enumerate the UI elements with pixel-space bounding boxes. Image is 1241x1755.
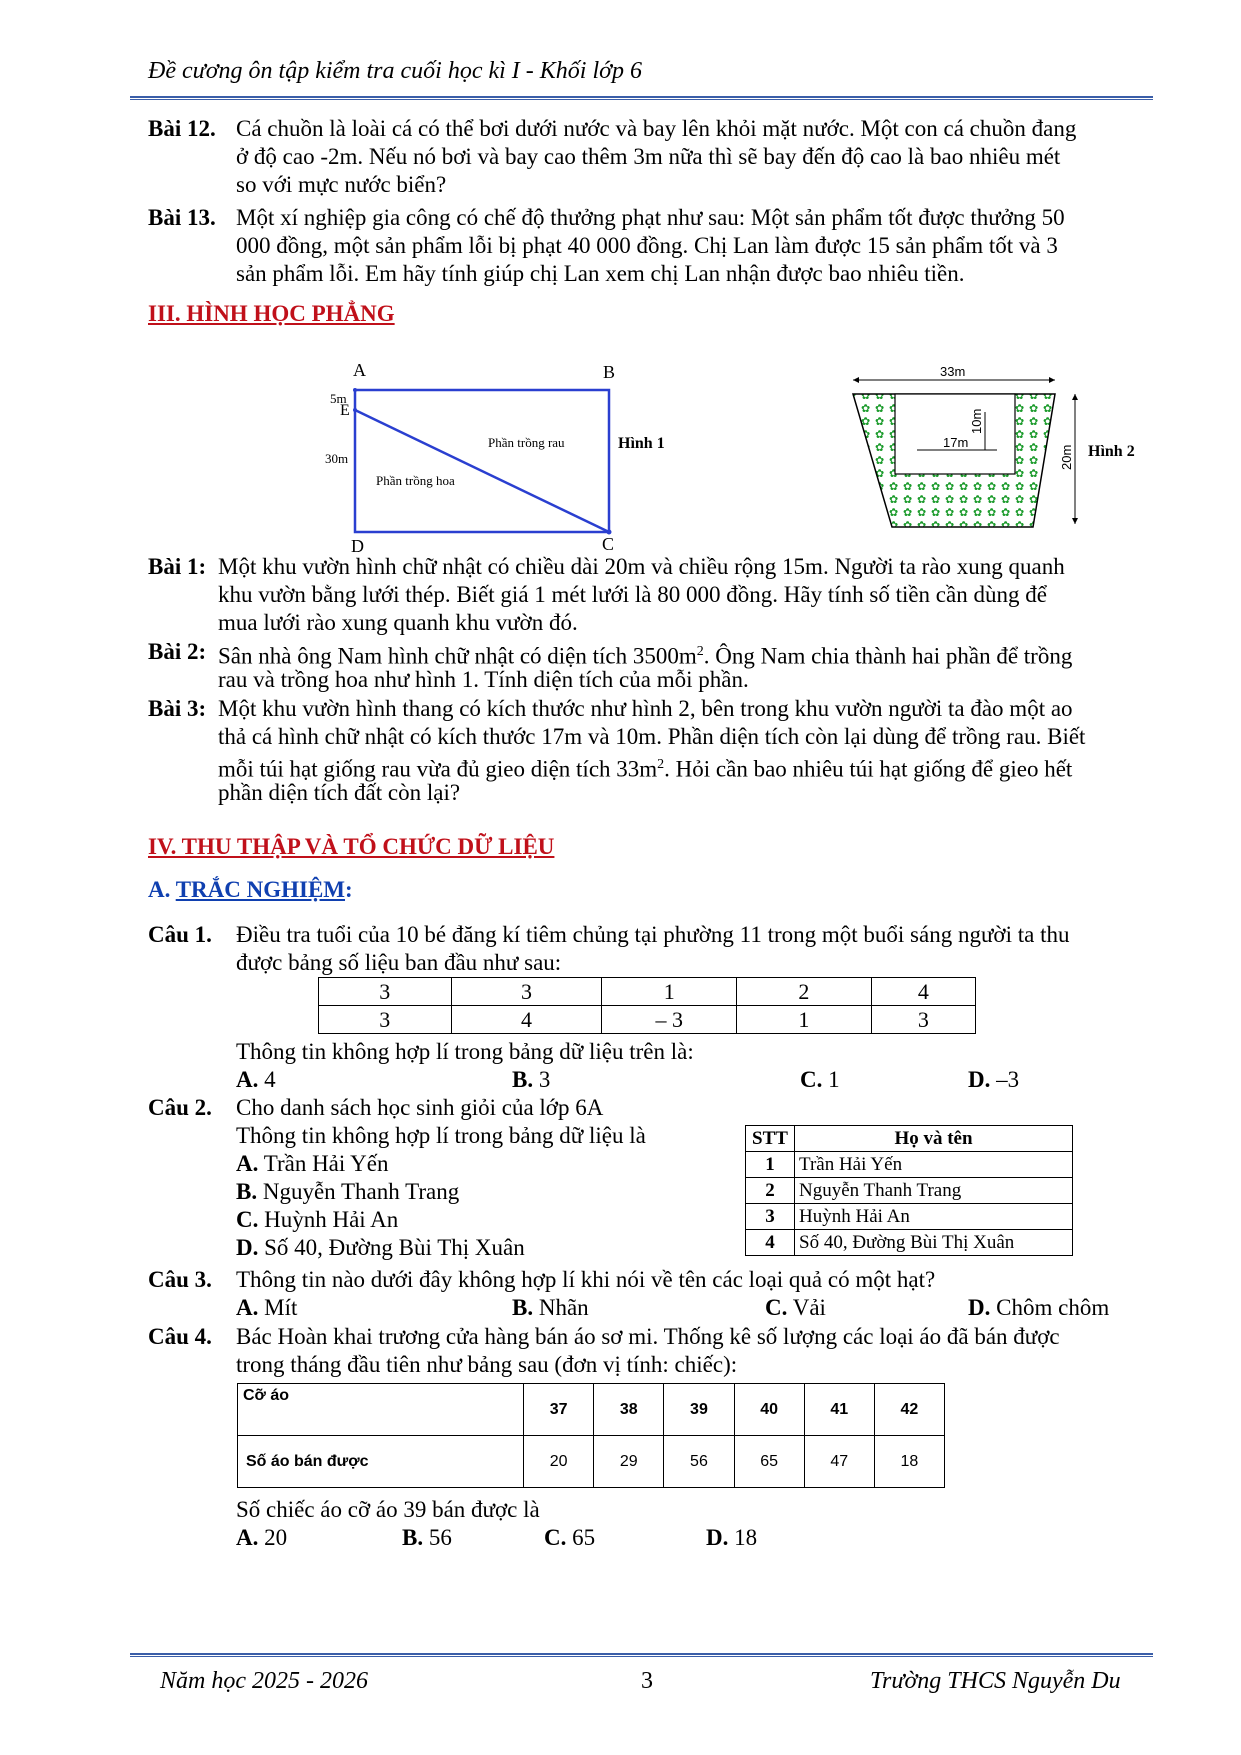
footer-year: Năm học 2025 - 2026 bbox=[160, 1668, 368, 1694]
fig1-label-C: C bbox=[602, 534, 615, 554]
fig1-caption: Hình 1 bbox=[618, 435, 665, 452]
bai3-line1: Một khu vườn hình thang có kích thước như hình 2, bên trong khu vườn người ta đào một ao bbox=[218, 696, 1073, 721]
fig1-label-D: D bbox=[351, 536, 364, 556]
header-rule bbox=[130, 96, 1153, 98]
cau4-table bbox=[237, 1383, 945, 1488]
cau4-count-cell: 56 bbox=[664, 1436, 734, 1488]
figure-1 bbox=[320, 358, 720, 558]
cau2-option-a: A. Trần Hải Yến bbox=[236, 1151, 389, 1176]
cau4-line2: trong tháng đầu tiên như bảng sau (đơn vị tính: chiếc): bbox=[236, 1352, 738, 1377]
fig1-veg-label: Phần trồng rau bbox=[488, 435, 565, 450]
cau2-option-b: B. Nguyễn Thanh Trang bbox=[236, 1179, 460, 1204]
cau1-option-d: D. –3 bbox=[968, 1067, 1020, 1092]
cau4-option-c: C. 65 bbox=[544, 1525, 596, 1550]
cau2-row-num: 2 bbox=[746, 1178, 795, 1204]
cau4-count-cell: 29 bbox=[594, 1436, 664, 1488]
cau4-question: Số chiếc áo cỡ áo 39 bán được là bbox=[236, 1497, 540, 1522]
cau1-cell: 3 bbox=[451, 978, 602, 1006]
cau1-cell: 2 bbox=[737, 978, 872, 1006]
cau3-option-b: B. Nhãn bbox=[512, 1295, 589, 1320]
page-number: 3 bbox=[641, 1668, 653, 1694]
bai13-line2: 000 đồng, một sản phẩm lỗi bị phạt 40 000 đồng. Chị Lan làm được 15 sản phẩm tốt và 3 bbox=[236, 233, 1058, 258]
cau1-cell: 4 bbox=[871, 978, 975, 1006]
cau3-line1: Thông tin nào dưới đây không hợp lí khi nói về tên các loại quả có một hạt? bbox=[236, 1267, 936, 1292]
cau4-size-cell: 39 bbox=[664, 1384, 734, 1436]
bai1-line2: khu vườn bằng lưới thép. Biết giá 1 mét lưới là 80 000 đồng. Hãy tính số tiền cần dùng để bbox=[218, 582, 1047, 607]
cau2-row-name: Số 40, Đường Bùi Thị Xuân bbox=[795, 1230, 1073, 1256]
fig2-height-label: 20m bbox=[1059, 444, 1074, 470]
cau4-row2-label: Số áo bán được bbox=[238, 1436, 524, 1488]
bai2-line2: rau và trồng hoa như hình 1. Tính diện tích của mỗi phần. bbox=[218, 667, 749, 692]
bai1-line1: Một khu vườn hình chữ nhật có chiều dài 20m và chiều rộng 15m. Người ta rào xung quanh bbox=[218, 554, 1065, 579]
cau4-size-cell: 42 bbox=[874, 1384, 944, 1436]
cau1-line1: Điều tra tuổi của 10 bé đăng kí tiêm chủng tại phường 11 trong một buổi sáng người ta thu bbox=[236, 922, 1070, 947]
fig1-rectangle bbox=[355, 390, 609, 532]
bai3-label: Bài 3: bbox=[148, 696, 207, 721]
bai13-line3: sản phẩm lỗi. Em hãy tính giúp chị Lan xem chị Lan nhận được bao nhiêu tiền. bbox=[236, 261, 965, 286]
cau4-count-cell: 20 bbox=[524, 1436, 594, 1488]
bai3-line2: thả cá hình chữ nhật có kích thước 17m và 10m. Phần diện tích còn lại dùng để trồng rau. Biết bbox=[218, 724, 1086, 749]
cau4-line1: Bác Hoàn khai trương cửa hàng bán áo sơ mi. Thống kê số lượng các loại áo đã bán được bbox=[236, 1324, 1060, 1349]
cau2-option-d: D. Số 40, Đường Bùi Thị Xuân bbox=[236, 1235, 525, 1260]
cau1-cell: 3 bbox=[319, 978, 452, 1006]
cau2-row-num: 1 bbox=[746, 1152, 795, 1178]
cau4-label: Câu 4. bbox=[148, 1324, 212, 1349]
fig1-label-E: E bbox=[340, 402, 350, 419]
bai2-line1: Sân nhà ông Nam hình chữ nhật có diện tích $3500m^2$. Ông Nam chia thành hai phần để trồng bbox=[218, 643, 1073, 669]
bai12-label: Bài 12. bbox=[148, 116, 216, 141]
cau4-count-cell: 47 bbox=[804, 1436, 874, 1488]
cau2-line2: Thông tin không hợp lí trong bảng dữ liệu là bbox=[236, 1123, 646, 1148]
fig2-pond bbox=[895, 394, 1015, 474]
fig2-pond-height-label: 10m bbox=[969, 408, 984, 434]
figure-2 bbox=[845, 362, 1145, 542]
section4-title: IV. THU THẬP VÀ TỔ CHỨC DỮ LIỆU bbox=[148, 834, 555, 859]
fig2-top-label: 33m bbox=[940, 364, 966, 379]
cau2-row-name: Trần Hải Yến bbox=[795, 1152, 1073, 1178]
cau4-count-cell: 65 bbox=[734, 1436, 804, 1488]
bai3-line3: mỗi túi hạt giống rau vừa đủ gieo diện tích $33m^2$. Hỏi cần bao nhiêu túi hạt giống để gieo hết bbox=[218, 756, 1073, 782]
cau1-cell: 1 bbox=[602, 978, 737, 1006]
cau4-size-cell: 41 bbox=[804, 1384, 874, 1436]
fig1-label-5m: 5m bbox=[330, 391, 347, 406]
cau2-row-name: Nguyễn Thanh Trang bbox=[795, 1178, 1073, 1204]
cau4-row1-label: Cỡ áo bbox=[238, 1384, 524, 1436]
bai12-line2: ở độ cao -2m. Nếu nó bơi và bay cao thêm 3m nữa thì sẽ bay đến độ cao là bao nhiêu mét bbox=[236, 144, 1061, 169]
fig1-diagonal bbox=[355, 410, 609, 532]
cau3-option-c: C. Vải bbox=[765, 1295, 826, 1320]
cau1-option-b: B. 3 bbox=[512, 1067, 551, 1092]
section-a-title: A. TRẮC NGHIỆM: bbox=[148, 877, 353, 902]
fig1-label-A: A bbox=[353, 360, 366, 380]
fig1-flower-label: Phần trồng hoa bbox=[376, 473, 455, 488]
cau2-label: Câu 2. bbox=[148, 1095, 212, 1120]
bai13-label: Bài 13. bbox=[148, 205, 216, 230]
fig2-pond-width-label: 17m bbox=[943, 435, 969, 450]
cau4-count-cell: 18 bbox=[874, 1436, 944, 1488]
cau4-size-cell: 38 bbox=[594, 1384, 664, 1436]
cau4-option-b: B. 56 bbox=[402, 1525, 452, 1550]
cau1-option-c: C. 1 bbox=[800, 1067, 840, 1092]
cau1-line2: được bảng số liệu ban đầu như sau: bbox=[236, 950, 562, 975]
bai3-line4: phần diện tích đất còn lại? bbox=[218, 780, 461, 805]
cau1-cell: – 3 bbox=[602, 1006, 737, 1034]
bai12-line3: so với mực nước biển? bbox=[236, 172, 447, 197]
fig1-label-30m: 30m bbox=[325, 451, 349, 466]
footer-school: Trường THCS Nguyễn Du bbox=[870, 1668, 1121, 1694]
footer-rule-thin bbox=[130, 1656, 1153, 1657]
cau2-row-num: 3 bbox=[746, 1204, 795, 1230]
cau3-label: Câu 3. bbox=[148, 1267, 212, 1292]
cau4-option-d: D. 18 bbox=[706, 1525, 758, 1550]
cau1-question: Thông tin không hợp lí trong bảng dữ liệu trên là: bbox=[236, 1039, 694, 1064]
header-title: Đề cương ôn tập kiểm tra cuối học kì I - Khối lớp 6 bbox=[148, 58, 642, 84]
cau1-table bbox=[318, 977, 976, 1034]
cau3-option-d: D. Chôm chôm bbox=[968, 1295, 1110, 1320]
cau1-label: Câu 1. bbox=[148, 922, 212, 947]
bai1-line3: mua lưới rào xung quanh khu vườn đó. bbox=[218, 610, 578, 635]
cau1-cell: 4 bbox=[451, 1006, 602, 1034]
cau1-cell: 3 bbox=[319, 1006, 452, 1034]
fig2-caption: Hình 2 bbox=[1088, 443, 1135, 460]
cau3-option-a: A. Mít bbox=[236, 1295, 298, 1320]
cau1-cell: 3 bbox=[871, 1006, 975, 1034]
cau1-cell: 1 bbox=[737, 1006, 872, 1034]
cau2-row-name: Huỳnh Hải An bbox=[795, 1204, 1073, 1230]
cau2-table bbox=[745, 1125, 1073, 1256]
cau1-option-a: A. 4 bbox=[236, 1067, 276, 1092]
bai13-line1: Một xí nghiệp gia công có chế độ thưởng phạt như sau: Một sản phẩm tốt được thưởng 50 bbox=[236, 205, 1065, 230]
cau4-size-cell: 37 bbox=[524, 1384, 594, 1436]
bai1-label: Bài 1: bbox=[148, 554, 207, 579]
cau2-row-num: 4 bbox=[746, 1230, 795, 1256]
cau4-option-a: A. 20 bbox=[236, 1525, 288, 1550]
header-rule-thin bbox=[130, 99, 1153, 100]
fig1-label-B: B bbox=[603, 362, 616, 382]
bai2-label: Bài 2: bbox=[148, 639, 207, 664]
bai12-line1: Cá chuồn là loài cá có thể bơi dưới nước và bay lên khỏi mặt nước. Một con cá chuồn đang bbox=[236, 116, 1077, 141]
section3-title: III. HÌNH HỌC PHẲNG bbox=[148, 301, 395, 326]
cau2-option-c: C. Huỳnh Hải An bbox=[236, 1207, 399, 1232]
footer-rule bbox=[130, 1653, 1153, 1655]
cau2-line1: Cho danh sách học sinh giỏi của lớp 6A bbox=[236, 1095, 604, 1120]
cau2-th-name: Họ và tên bbox=[795, 1126, 1073, 1152]
cau2-th-stt: STT bbox=[746, 1126, 795, 1152]
cau4-size-cell: 40 bbox=[734, 1384, 804, 1436]
